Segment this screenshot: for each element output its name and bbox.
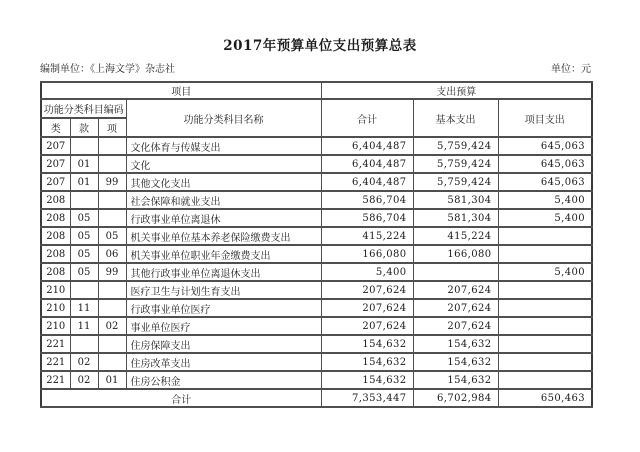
cell-class-code: 208	[41, 209, 70, 227]
cell-section-code	[70, 335, 98, 353]
cell-basic: 581,304	[413, 191, 498, 209]
cell-project: 5,400	[498, 209, 592, 227]
total-sum-cell: 7,353,447	[321, 389, 413, 407]
cell-item-code: 06	[98, 245, 126, 263]
header-project: 项目支出	[498, 99, 592, 137]
prepared-by-label: 编制单位：《上海文学》杂志社	[40, 64, 175, 75]
cell-item-code: 99	[98, 263, 126, 281]
cell-subject-name: 机关事业单位基本养老保险缴费支出	[126, 227, 321, 245]
header-code-group: 功能分类科目编码	[41, 99, 126, 118]
cell-subject-name: 其他文化支出	[126, 173, 321, 191]
cell-section-code: 05	[70, 245, 98, 263]
table-row	[41, 299, 592, 317]
cell-item-code	[98, 191, 126, 209]
page-title: 2017年预算单位支出预算总表	[223, 38, 417, 54]
cell-item-code	[98, 353, 126, 371]
cell-total: 6,404,487	[321, 173, 413, 191]
cell-class-code: 207	[41, 173, 70, 191]
cell-class-code: 208	[41, 263, 70, 281]
cell-class-code: 208	[41, 191, 70, 209]
cell-basic: 5,759,424	[413, 173, 498, 191]
cell-total: 6,404,487	[321, 137, 413, 155]
cell-section-code: 01	[70, 173, 98, 191]
cell-basic: 154,632	[413, 371, 498, 389]
cell-class-code: 210	[41, 281, 70, 299]
table-row	[41, 137, 592, 155]
cell-class-code: 221	[41, 371, 70, 389]
table-row	[41, 209, 592, 227]
cell-class-code: 221	[41, 335, 70, 353]
table-row	[41, 317, 592, 335]
header-section: 款	[70, 118, 98, 137]
meta-row	[40, 60, 591, 75]
header-class: 类	[41, 118, 70, 137]
cell-project: 645,063	[498, 173, 592, 191]
cell-section-code	[70, 281, 98, 299]
cell-section-code: 11	[70, 299, 98, 317]
cell-section-code: 05	[70, 227, 98, 245]
cell-item-code	[98, 335, 126, 353]
cell-total: 154,632	[321, 353, 413, 371]
cell-total: 586,704	[321, 191, 413, 209]
header-subject-name: 功能分类科目名称	[126, 99, 321, 137]
budget-table	[40, 81, 593, 408]
header-basic: 基本支出	[413, 99, 498, 137]
cell-subject-name: 其他行政事业单位离退休支出	[126, 263, 321, 281]
cell-subject-name: 事业单位医疗	[126, 317, 321, 335]
cell-class-code: 207	[41, 137, 70, 155]
cell-project	[498, 299, 592, 317]
cell-total: 5,400	[321, 263, 413, 281]
cell-subject-name: 机关事业单位职业年金缴费支出	[126, 245, 321, 263]
total-label-cell: 合计	[41, 389, 321, 407]
cell-subject-name: 文化	[126, 155, 321, 173]
cell-basic: 166,080	[413, 245, 498, 263]
cell-item-code	[98, 155, 126, 173]
cell-subject-name: 文化体育与传媒支出	[126, 137, 321, 155]
cell-subject-name: 行政事业单位离退休	[126, 209, 321, 227]
cell-total: 207,624	[321, 281, 413, 299]
cell-section-code: 05	[70, 209, 98, 227]
cell-class-code: 210	[41, 317, 70, 335]
cell-project: 645,063	[498, 137, 592, 155]
cell-project	[498, 227, 592, 245]
cell-project	[498, 245, 592, 263]
cell-basic: 154,632	[413, 335, 498, 353]
cell-project: 645,063	[498, 155, 592, 173]
cell-basic: 154,632	[413, 353, 498, 371]
total-basic-cell: 6,702,984	[413, 389, 498, 407]
table-row	[41, 155, 592, 173]
cell-section-code: 05	[70, 263, 98, 281]
total-project-cell: 650,463	[498, 389, 592, 407]
header-budget-group: 支出预算	[321, 82, 592, 99]
table-row	[41, 335, 592, 353]
cell-project: 5,400	[498, 263, 592, 281]
cell-basic: 207,624	[413, 281, 498, 299]
cell-section-code: 02	[70, 371, 98, 389]
cell-subject-name: 社会保障和就业支出	[126, 191, 321, 209]
cell-section-code: 01	[70, 155, 98, 173]
cell-basic: 581,304	[413, 209, 498, 227]
table-row	[41, 263, 592, 281]
cell-subject-name: 行政事业单位医疗	[126, 299, 321, 317]
cell-total: 207,624	[321, 299, 413, 317]
cell-section-code	[70, 191, 98, 209]
cell-subject-name: 住房公积金	[126, 371, 321, 389]
cell-class-code: 208	[41, 227, 70, 245]
header-row-groups	[41, 82, 592, 99]
cell-basic	[413, 263, 498, 281]
table-row	[41, 191, 592, 209]
table-row	[41, 245, 592, 263]
cell-basic: 5,759,424	[413, 137, 498, 155]
cell-total: 586,704	[321, 209, 413, 227]
cell-section-code: 02	[70, 353, 98, 371]
cell-item-code: 05	[98, 227, 126, 245]
cell-project	[498, 281, 592, 299]
header-item: 项	[98, 118, 126, 137]
cell-project: 5,400	[498, 191, 592, 209]
unit-label: 单位：元	[551, 64, 591, 75]
cell-class-code: 210	[41, 299, 70, 317]
cell-project	[498, 371, 592, 389]
cell-basic: 415,224	[413, 227, 498, 245]
total-row	[41, 389, 592, 407]
table-row	[41, 281, 592, 299]
cell-item-code: 01	[98, 371, 126, 389]
table-row	[41, 353, 592, 371]
cell-section-code	[70, 137, 98, 155]
table-row	[41, 371, 592, 389]
cell-class-code: 208	[41, 245, 70, 263]
header-row-code	[41, 99, 592, 118]
cell-subject-name: 医疗卫生与计划生育支出	[126, 281, 321, 299]
cell-total: 207,624	[321, 317, 413, 335]
cell-project	[498, 317, 592, 335]
cell-total: 415,224	[321, 227, 413, 245]
cell-class-code: 207	[41, 155, 70, 173]
header-project-group: 项目	[41, 82, 321, 99]
cell-total: 166,080	[321, 245, 413, 263]
cell-total: 6,404,487	[321, 155, 413, 173]
cell-project	[498, 353, 592, 371]
cell-item-code	[98, 137, 126, 155]
cell-item-code: 99	[98, 173, 126, 191]
cell-basic: 207,624	[413, 317, 498, 335]
table-row	[41, 227, 592, 245]
cell-section-code: 11	[70, 317, 98, 335]
cell-item-code	[98, 209, 126, 227]
cell-total: 154,632	[321, 335, 413, 353]
cell-subject-name: 住房改革支出	[126, 353, 321, 371]
cell-item-code	[98, 299, 126, 317]
cell-project	[498, 335, 592, 353]
cell-subject-name: 住房保障支出	[126, 335, 321, 353]
header-total: 合计	[321, 99, 413, 137]
cell-class-code: 221	[41, 353, 70, 371]
cell-item-code	[98, 281, 126, 299]
cell-basic: 5,759,424	[413, 155, 498, 173]
cell-basic: 207,624	[413, 299, 498, 317]
table-row	[41, 173, 592, 191]
cell-item-code: 02	[98, 317, 126, 335]
cell-total: 154,632	[321, 371, 413, 389]
